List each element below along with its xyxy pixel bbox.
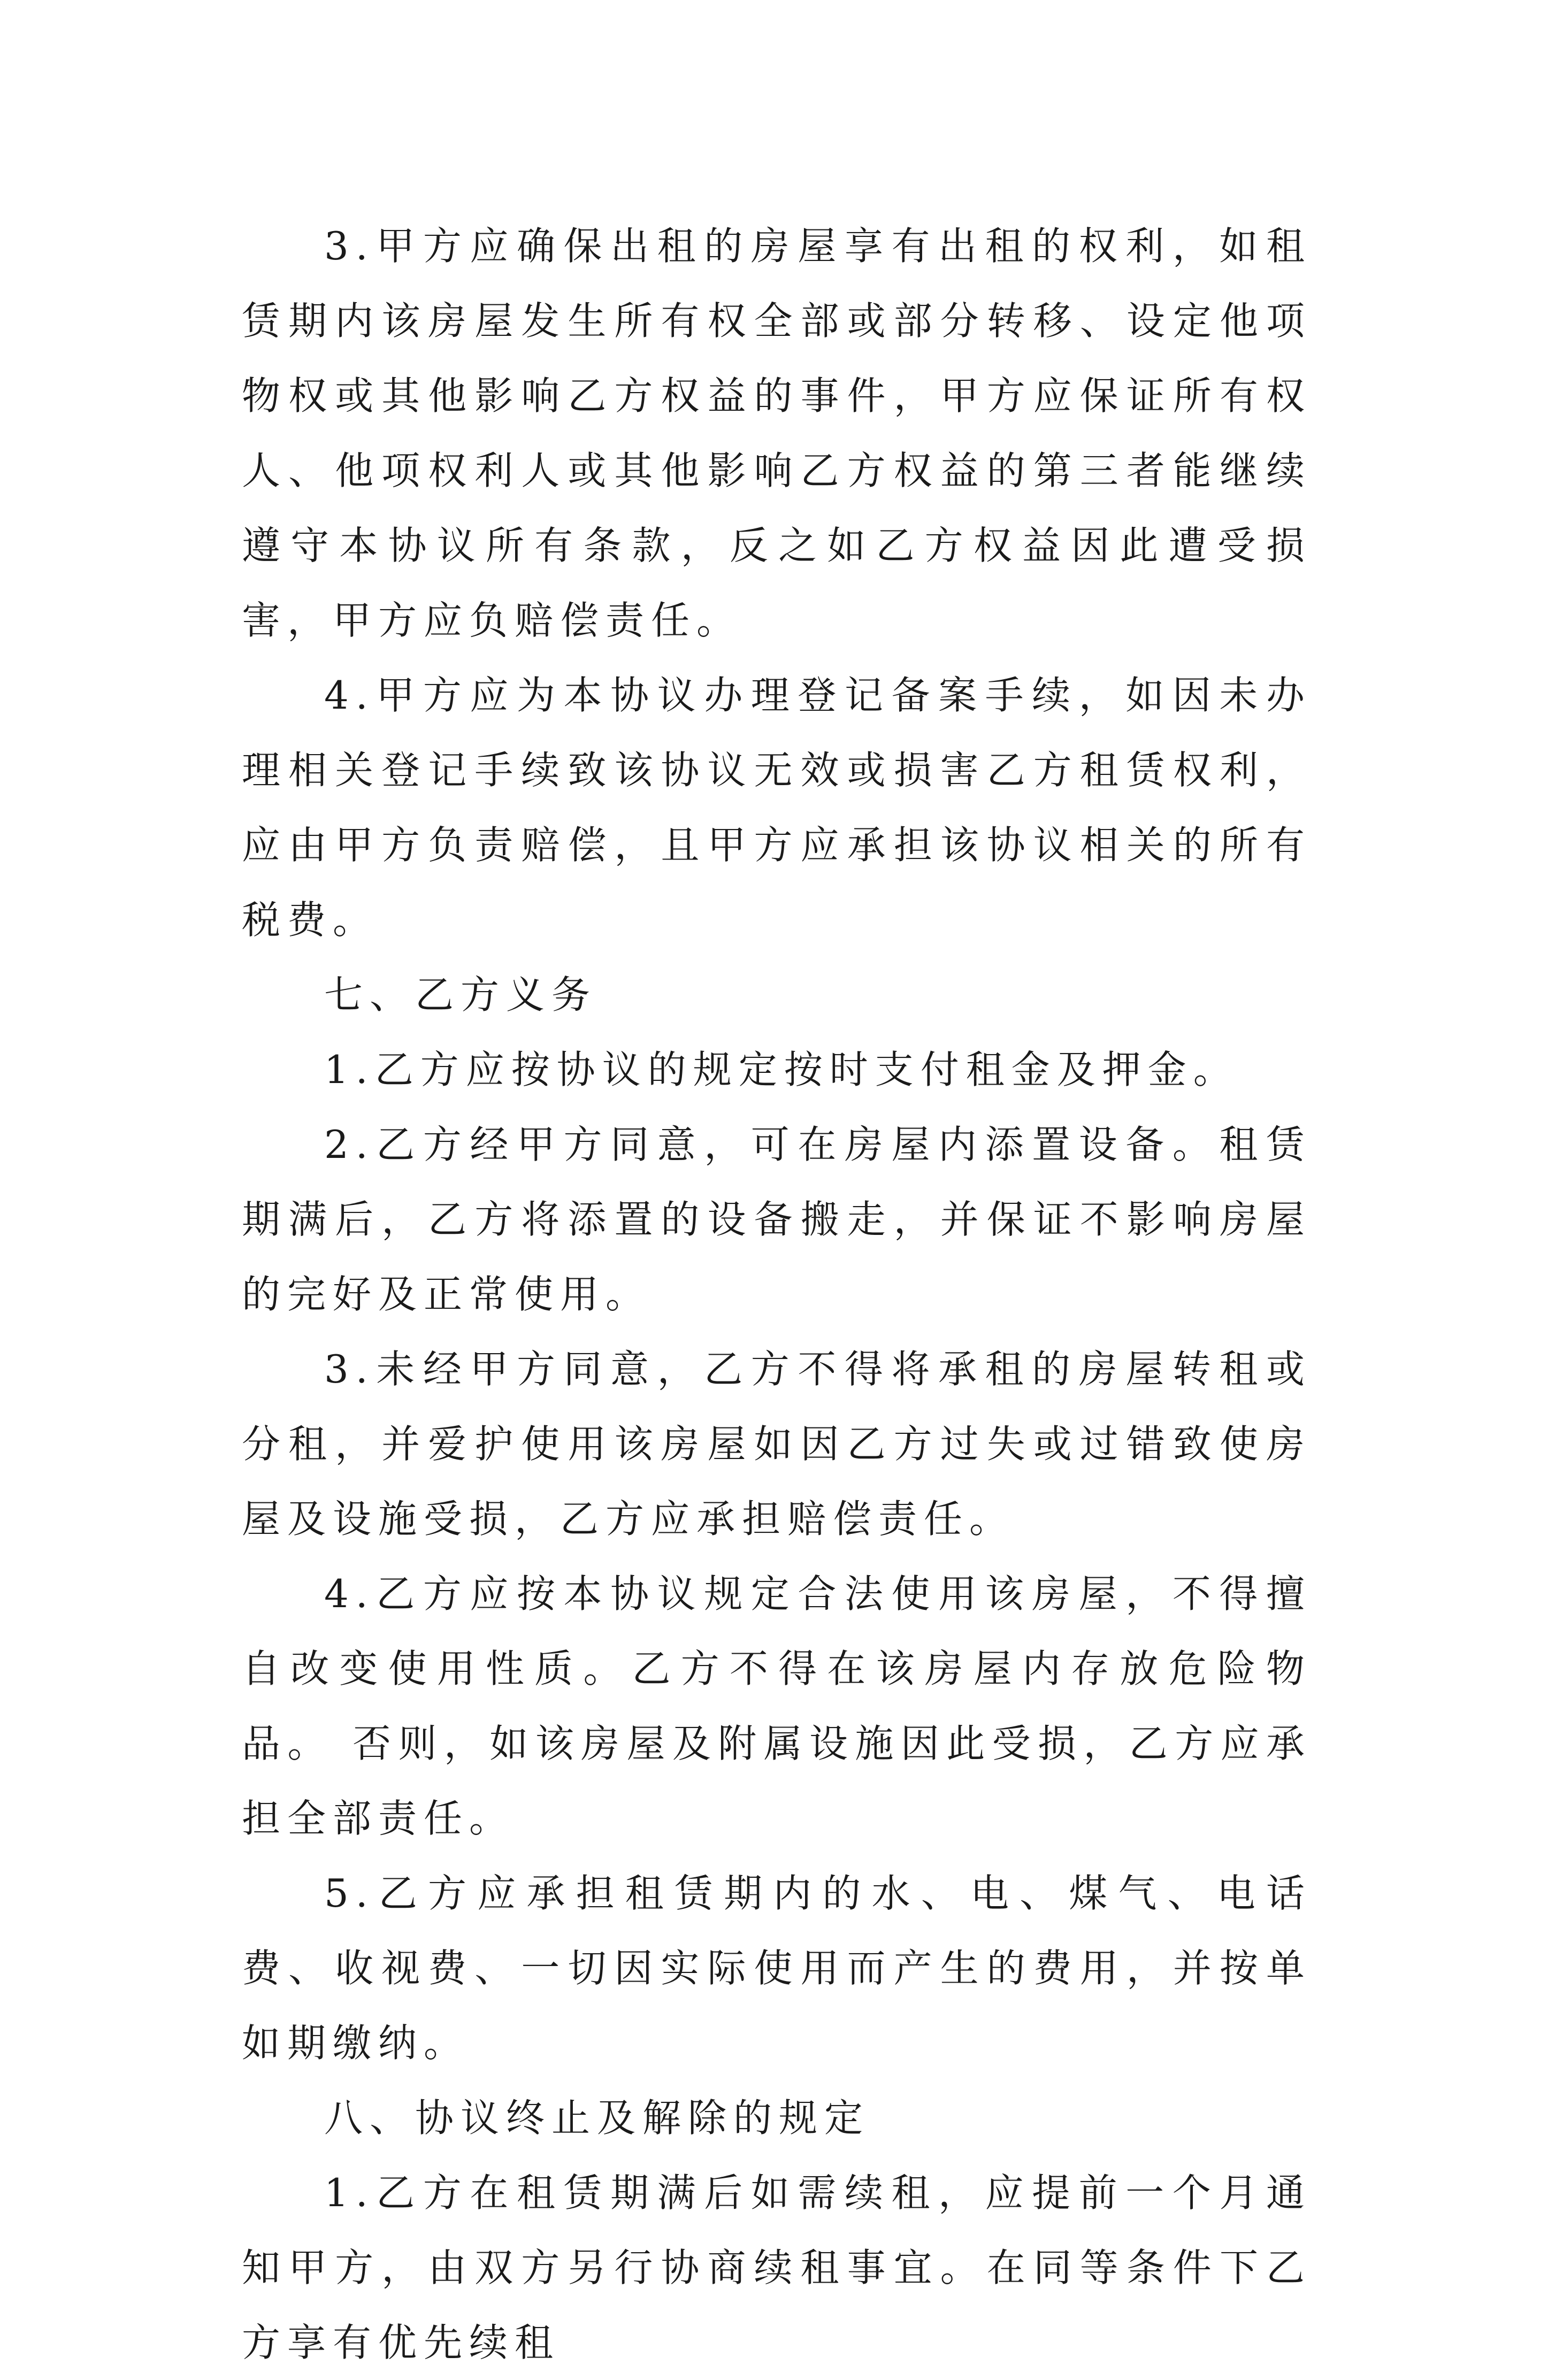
paragraph-party-b-rent-payment: 1.乙方应按协议的规定按时支付租金及押金。 (324, 1047, 1239, 1092)
paragraph-party-a-registration: 4.甲方应为本协议办理登记备案手续，如因未办理相关登记手续致该协议无效或损害乙方租赁权利，应由甲方负责赔偿，且甲方应承担该协议相关的所有税费。 (242, 673, 1312, 942)
paragraph-renewal: 1.乙方在租赁期满后如需续租，应提前一个月通知甲方，由双方另行协商续租事宜。在同等条件下乙方享有优先续租 (242, 2170, 1312, 2365)
paragraph-party-b-equipment: 2.乙方经甲方同意，可在房屋内添置设备。租赁期满后，乙方将添置的设备搬走，并保证不影响房屋的完好及正常使用。 (242, 1122, 1312, 1317)
section-heading-termination: 八、协议终止及解除的规定 (324, 2095, 870, 2140)
document-body (242, 209, 1312, 2380)
paragraph-party-b-no-sublease: 3.未经甲方同意，乙方不得将承租的房屋转租或分租，并爱护使用该房屋如因乙方过失或过错致使房屋及设施受损，乙方应承担赔偿责任。 (242, 1347, 1312, 1541)
paragraph-party-b-lawful-use: 4.乙方应按本协议规定合法使用该房屋，不得擅自改变使用性质。乙方不得在该房屋内存放危险物品。 否则，如该房屋及附属设施因此受损，乙方应承担全部责任。 (242, 1571, 1312, 1841)
section-heading-party-b-obligations: 七、乙方义务 (324, 972, 597, 1017)
paragraph-party-a-ownership-guarantee: 3.甲方应确保出租的房屋享有出租的权利，如租赁期内该房屋发生所有权全部或部分转移、设定他项物权或其他影响乙方权益的事件，甲方应保证所有权人、他项权利人或其他影响乙方权益的第三者能继续遵守本协议所有条款，反之如乙方权益因此遭受损害，甲方应负赔偿责任。 (242, 224, 1312, 643)
paragraph-party-b-utilities: 5.乙方应承担租赁期内的水、电、煤气、电话费、收视费、一切因实际使用而产生的费用，并按单如期缴纳。 (242, 1871, 1312, 2066)
